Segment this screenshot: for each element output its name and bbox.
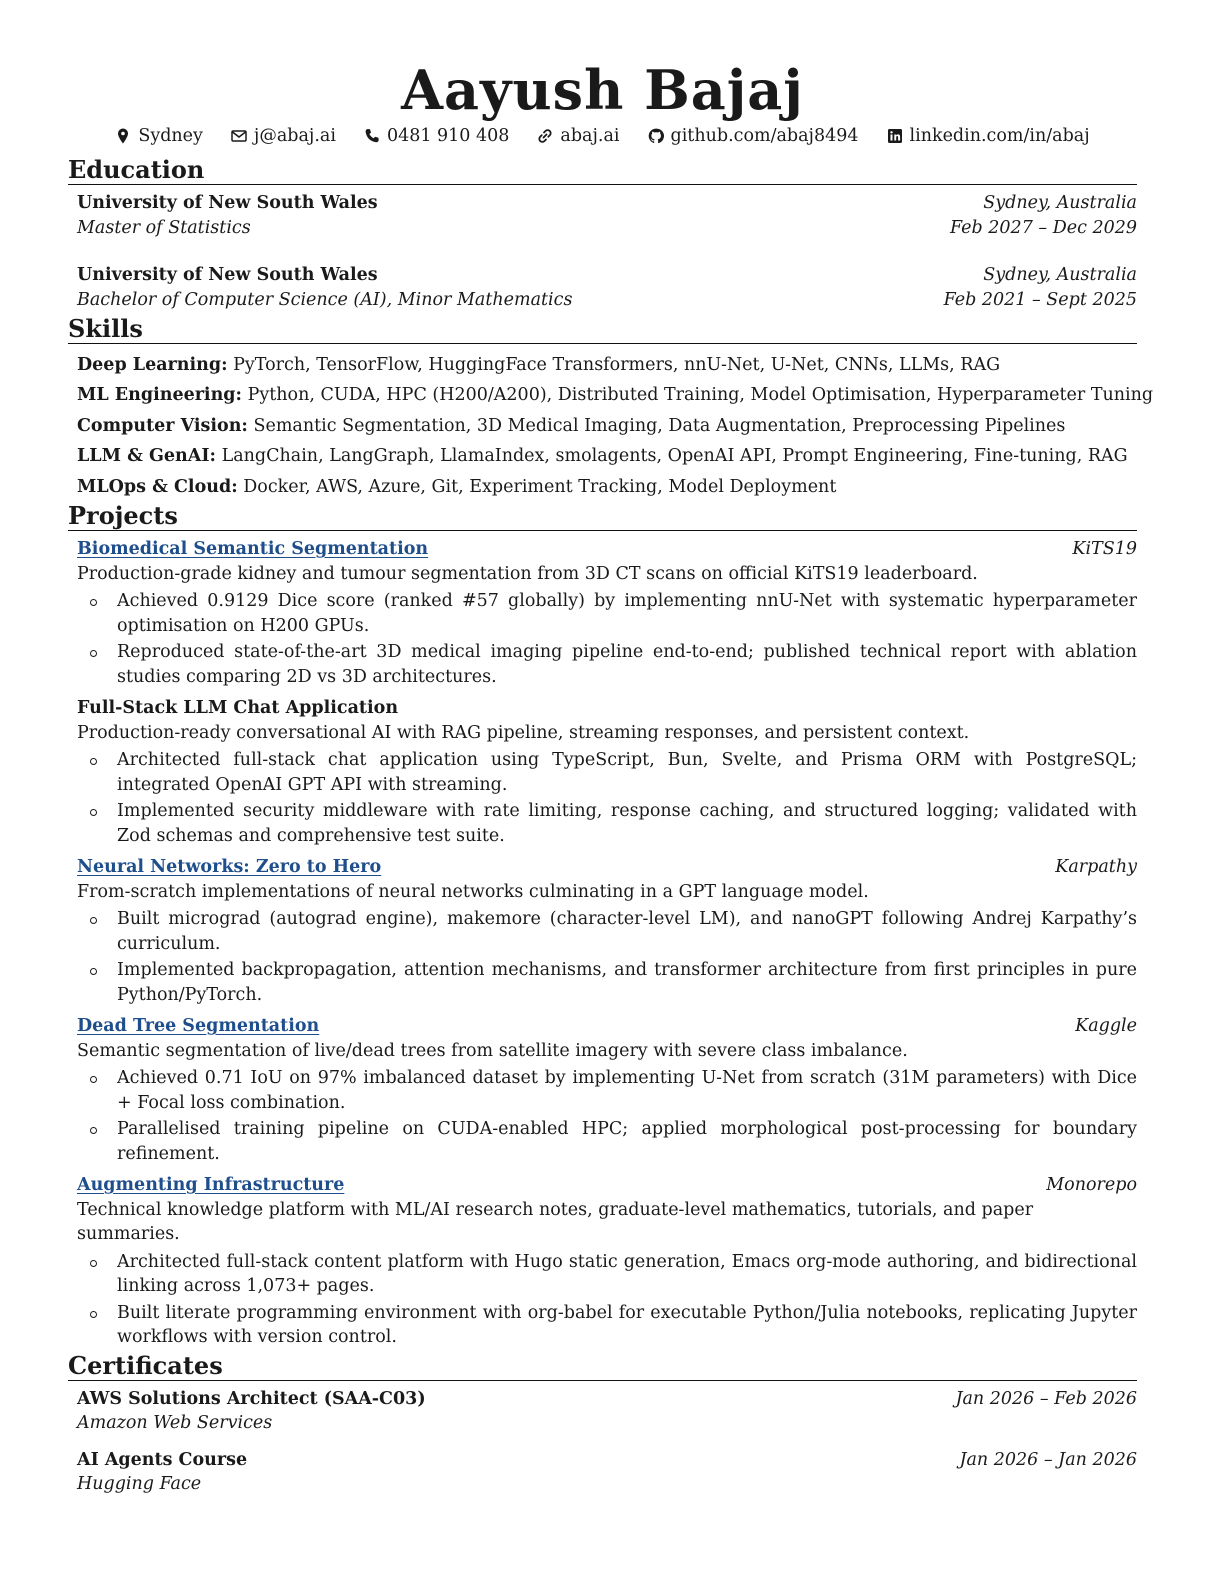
contact-phone[interactable] (364, 124, 509, 148)
bullet-text: Built literate programming environment with org-babel for executable Python/Julia notebooks, replicating Jupyter workflows with version control. (117, 1302, 1137, 1348)
skill-line (77, 441, 1137, 471)
map-pin-icon (115, 128, 131, 144)
education-dates: Feb 2021 – Sept 2025 (943, 289, 1137, 310)
certificate-name: AWS Solutions Architect (SAA-C03) (77, 1388, 426, 1409)
project-bullet (117, 799, 1137, 848)
certificate-dates: Jan 2026 – Jan 2026 (959, 1449, 1137, 1470)
certificates-section (68, 1352, 1137, 1497)
bullet-circle-icon (90, 650, 97, 657)
contact-location[interactable] (115, 124, 203, 148)
certificate-issuer: Amazon Web Services (77, 1413, 273, 1434)
project-bullet (117, 640, 1137, 689)
project-title: Full-Stack LLM Chat Application (77, 698, 399, 719)
section-title-certificates: Certificates (68, 1352, 1137, 1381)
projects-section (68, 502, 1137, 1350)
skill-values: Python, CUDA, HPC (H200/A200), Distributed Training, Model Optimisation, Hyperparameter Tuning (247, 385, 1154, 406)
education-entry (77, 263, 1137, 312)
bullet-circle-icon (90, 758, 97, 765)
github-icon (648, 128, 664, 144)
certificate-entry (77, 1448, 1137, 1497)
degree: Bachelor of Computer Science (AI), Minor Mathematics (77, 289, 573, 310)
candidate-name: Aayush Bajaj (401, 58, 804, 122)
skill-values: LangChain, LangGraph, LlamaIndex, smolagents, OpenAI API, Prompt Engineering, Fine-tuning, RAG (221, 446, 1128, 467)
project-description: Semantic segmentation of live/dead trees from satellite imagery with severe class imbalance. (77, 1040, 908, 1061)
project-description: Production-grade kidney and tumour segmentation from 3D CT scans on official KiTS19 leaderboard. (77, 563, 978, 584)
project-entry (77, 1014, 1137, 1166)
contact-bar (68, 124, 1137, 148)
certificate-dates: Jan 2026 – Feb 2026 (955, 1388, 1137, 1409)
contact-github[interactable] (648, 124, 859, 148)
project-bullet (117, 1250, 1137, 1299)
bullet-text: Architected full-stack chat application using TypeScript, Bun, Svelte, and Prisma ORM with PostgreSQL; integrated OpenAI GPT API with streaming. (117, 750, 1137, 795)
project-title-link[interactable]: Augmenting Infrastructure (77, 1175, 345, 1196)
contact-email-text: j@abaj.ai (253, 126, 336, 146)
project-entry (77, 537, 1137, 689)
project-tag: Monorepo (1046, 1175, 1137, 1196)
project-entry (77, 696, 1137, 848)
skill-line (77, 350, 1137, 380)
envelope-icon (231, 128, 247, 144)
bullet-circle-icon (90, 1127, 97, 1134)
education-dates: Feb 2027 – Dec 2029 (949, 217, 1137, 238)
bullet-circle-icon (90, 917, 97, 924)
bullet-circle-icon (90, 1260, 97, 1267)
bullet-text: Built micrograd (autograd engine), makemore (character-level LM), and nanoGPT following Andrej Karpathy’s curriculum. (117, 909, 1137, 954)
skill-line (77, 411, 1137, 441)
project-title-link[interactable]: Neural Networks: Zero to Hero (77, 857, 382, 878)
school-location: Sydney, Australia (983, 265, 1137, 285)
project-description: From-scratch implementations of neural networks culminating in a GPT language model. (77, 881, 869, 902)
skill-category: Computer Vision: (77, 415, 248, 436)
bullet-text: Implemented security middleware with rate limiting, response caching, and structured logging; validated with Zod schemas and comprehensive test suite. (117, 801, 1137, 846)
bullet-text: Achieved 0.71 IoU on 97% imbalanced dataset by implementing U-Net from scratch (31M parameters) with Dice + Focal loss combination. (117, 1068, 1137, 1113)
skill-category: LLM & GenAI: (77, 446, 216, 467)
skill-line (77, 472, 1137, 502)
skill-values: Docker, AWS, Azure, Git, Experiment Tracking, Model Deployment (243, 476, 837, 497)
project-tag: KiTS19 (1072, 539, 1137, 560)
bullet-text: Implemented backpropagation, attention mechanisms, and transformer architecture from first principles in pure Python/PyTorch. (117, 960, 1137, 1005)
project-description: Technical knowledge platform with ML/AI research notes, graduate-level mathematics, tutorials, and paper summaries. (77, 1199, 1034, 1245)
school-name: University of New South Wales (77, 193, 378, 213)
certificate-entry (77, 1387, 1137, 1436)
contact-phone-text: 0481 910 408 (386, 126, 510, 146)
contact-website-text: abaj.ai (560, 126, 620, 146)
section-title-projects: Projects (68, 502, 1137, 531)
skill-category: Deep Learning: (77, 355, 228, 375)
project-bullet (117, 589, 1137, 638)
contact-email[interactable] (231, 124, 336, 148)
contact-linkedin-text: linkedin.com/in/abaj (909, 126, 1090, 146)
bullet-circle-icon (90, 968, 97, 975)
bullet-circle-icon (90, 1076, 97, 1083)
phone-icon (364, 128, 380, 144)
project-bullet (117, 1066, 1137, 1115)
contact-location-text: Sydney (138, 126, 203, 146)
project-entry (77, 855, 1137, 1007)
project-description: Production-ready conversational AI with RAG pipeline, streaming responses, and persistent context. (77, 722, 970, 743)
project-title-link[interactable]: Dead Tree Segmentation (77, 1016, 320, 1037)
degree: Master of Statistics (77, 217, 251, 238)
project-bullet (117, 907, 1137, 956)
skills-section (68, 314, 1154, 502)
bullet-circle-icon (90, 809, 97, 816)
skill-category: MLOps & Cloud: (77, 476, 238, 497)
project-bullet (117, 1117, 1137, 1166)
section-title-education: Education (68, 156, 1137, 185)
bullet-text: Achieved 0.9129 Dice score (ranked #57 globally) by implementing nnU-Net with systematic hyperparameter optimisation on H200 GPUs. (117, 591, 1137, 636)
certificate-issuer: Hugging Face (77, 1474, 202, 1495)
section-title-skills: Skills (68, 315, 1137, 344)
education-section (68, 156, 1137, 312)
school-name: University of New South Wales (77, 265, 378, 285)
link-icon (537, 128, 553, 144)
contact-github-text: github.com/abaj8494 (670, 126, 859, 146)
education-entry (77, 191, 1137, 240)
project-bullet (117, 748, 1137, 797)
bullet-circle-icon (90, 1311, 97, 1318)
project-tag: Karpathy (1055, 857, 1137, 878)
bullet-text: Parallelised training pipeline on CUDA-enabled HPC; applied morphological post-processing for boundary refinement. (117, 1119, 1137, 1164)
resume-page (68, 58, 1154, 1497)
bullet-circle-icon (90, 599, 97, 606)
skill-category: ML Engineering: (77, 385, 242, 406)
skill-line (77, 380, 1154, 410)
school-location: Sydney, Australia (983, 193, 1137, 213)
skill-values: PyTorch, TensorFlow, HuggingFace Transformers, nnU-Net, U-Net, CNNs, LLMs, RAG (233, 355, 1001, 375)
bullet-text: Reproduced state-of-the-art 3D medical imaging pipeline end-to-end; published technical report with ablation studies comparing 2D vs 3D architectures. (117, 642, 1137, 687)
project-entry (77, 1173, 1137, 1350)
linkedin-icon (887, 128, 903, 144)
skill-values: Semantic Segmentation, 3D Medical Imaging, Data Augmentation, Preprocessing Pipelines (253, 415, 1066, 436)
project-bullet (117, 958, 1137, 1007)
bullet-text: Architected full-stack content platform with Hugo static generation, Emacs org-mode authoring, and bidirectional linking across 1,073+ pages. (117, 1251, 1137, 1297)
certificate-name: AI Agents Course (77, 1449, 248, 1470)
project-bullet (117, 1301, 1137, 1350)
contact-website[interactable] (537, 124, 619, 148)
project-tag: Kaggle (1075, 1016, 1137, 1037)
contact-linkedin[interactable] (887, 124, 1090, 148)
project-title-link[interactable]: Biomedical Semantic Segmentation (77, 539, 429, 560)
